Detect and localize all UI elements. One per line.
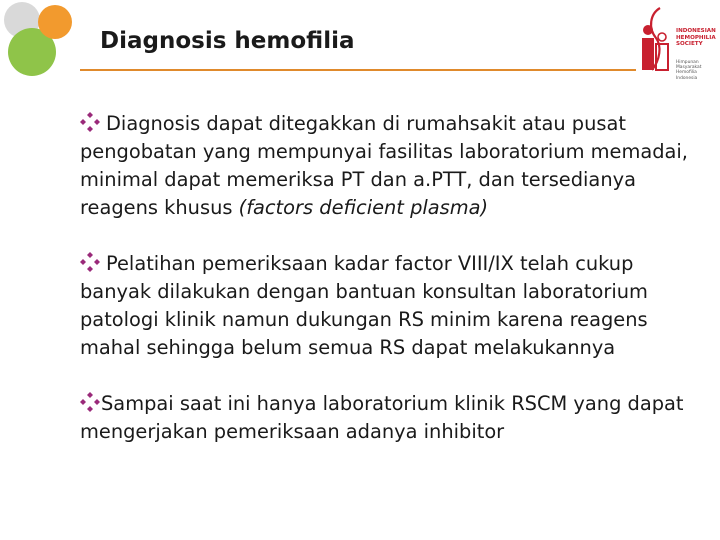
decorative-circles — [0, 0, 100, 90]
bullet-text: Sampai saat ini hanya laboratorium klinik RSCM yang dapat mengerjakan pemeriksaan adanya inhibitor — [80, 392, 684, 443]
bullet-item-diagnosis — [80, 110, 700, 222]
logo-mark-icon — [638, 4, 678, 76]
bullet-item-training — [80, 250, 700, 362]
slide-body — [80, 110, 700, 446]
bullet-text: Diagnosis dapat ditegakkan di rumahsakit atau pusat pengobatan yang mempunyai fasilitas laboratorium memadai, minimal dapat memeriksa PT dan a.PTT, dan tersedianya reagens khusus — [80, 112, 688, 219]
logo-subtitle: Himpunan Masyarakat Hemofilia Indonesia — [676, 60, 702, 81]
diamond-bullet-icon — [80, 392, 100, 412]
diamond-bullet-icon — [80, 252, 100, 272]
diamond-bullet-icon — [80, 112, 100, 132]
bullet-item-rscm — [80, 390, 700, 446]
bullet-text: Pelatihan pemeriksaan kadar factor VIII/IX telah cukup banyak dilakukan dengan bantuan konsultan laboratorium patologi klinik namun dukungan RS minim karena reagens mahal sehingga belum semua RS dapat melakukannya — [80, 252, 648, 359]
logo-name: INDONESIAN HEMOPHILIA SOCIETY — [676, 28, 716, 47]
orange-circle — [38, 5, 72, 39]
hemophilia-society-logo — [638, 4, 718, 81]
slide-title: Diagnosis hemofilia — [100, 28, 355, 54]
bullet-italic-text: (factors deficient plasma) — [238, 196, 489, 219]
title-underline — [80, 69, 636, 71]
